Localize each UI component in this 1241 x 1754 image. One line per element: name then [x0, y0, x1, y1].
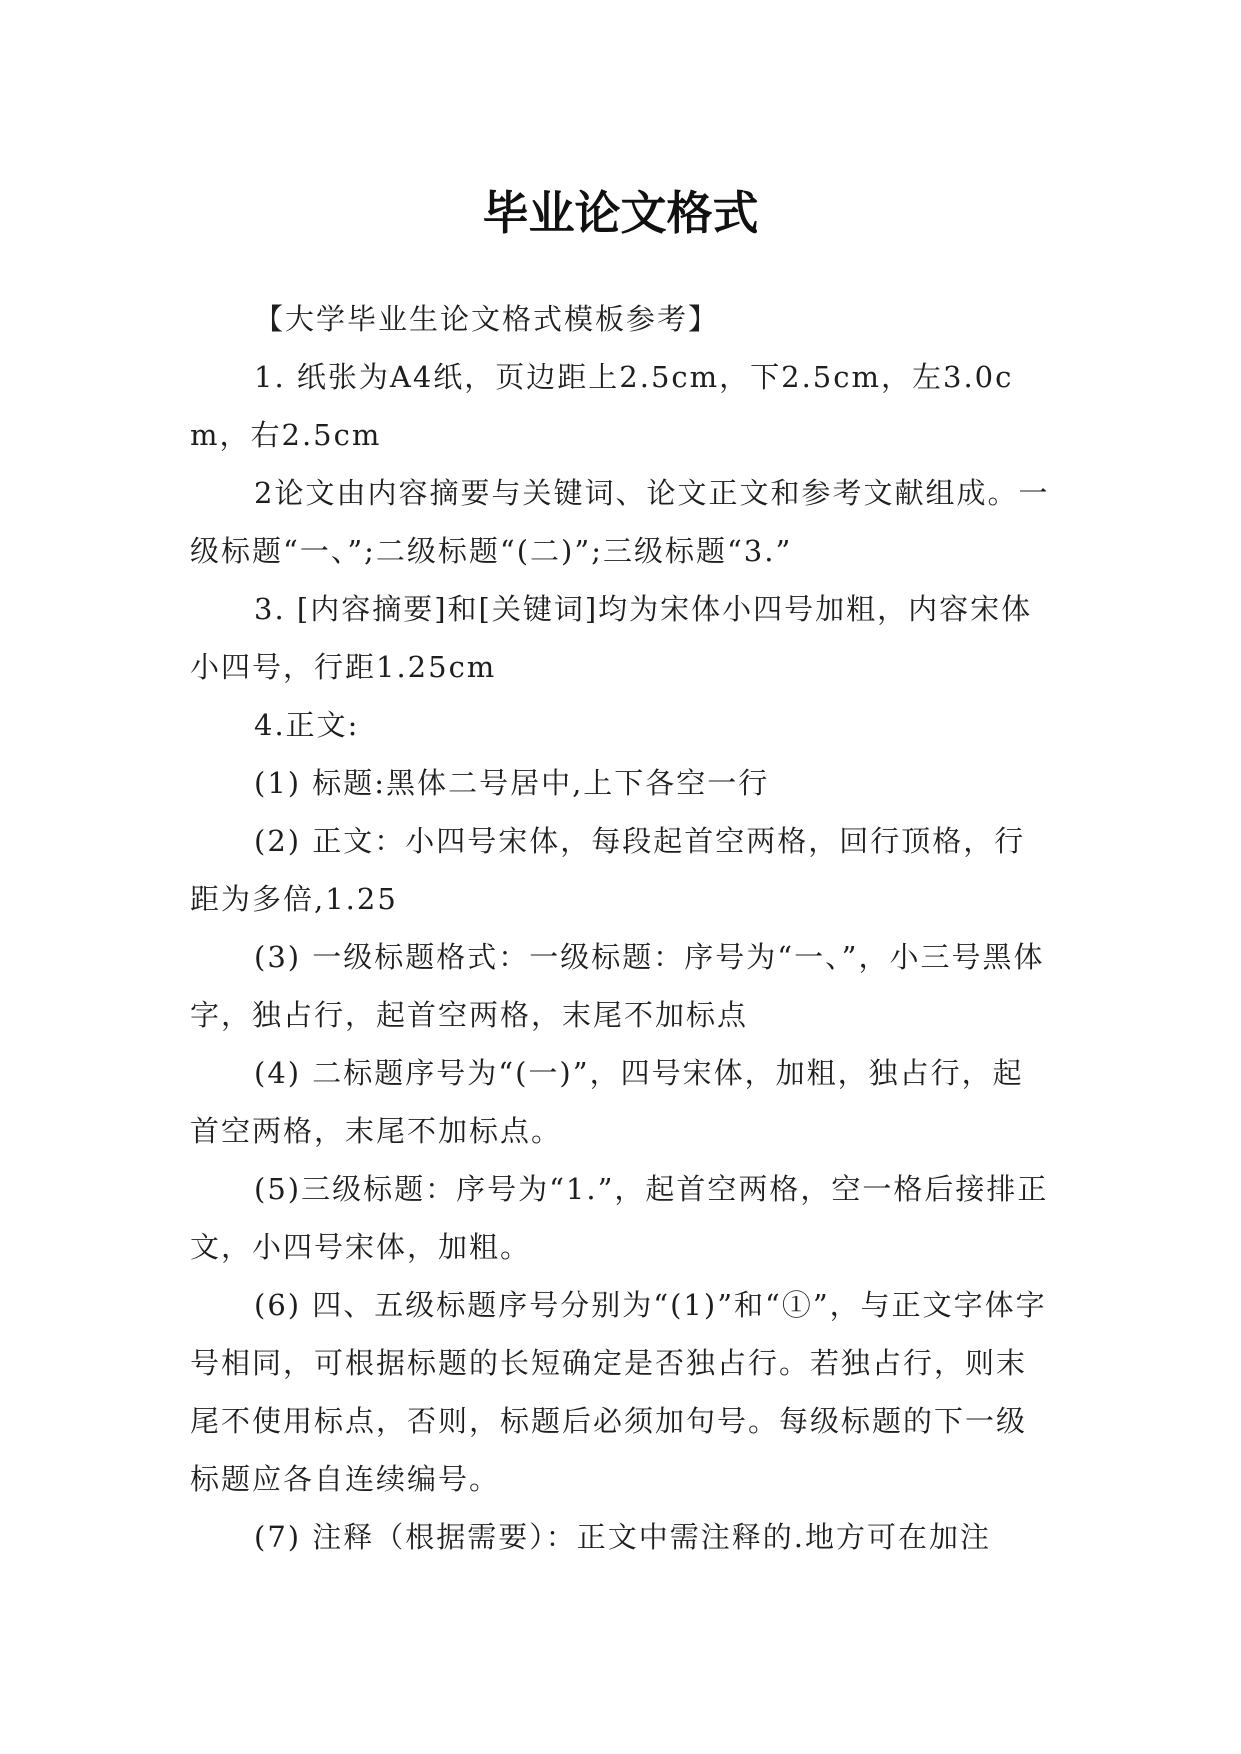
document-body [190, 290, 1050, 1566]
rule-level-two-heading: (4) 二标题序号为“(一)”，四号宋体，加粗，独占行，起首空两格，末尾不加标点。 [190, 1056, 1024, 1148]
rule-thesis-structure: 2论文由内容摘要与关键词、论文正文和参考文献组成。一级标题“一、”;二级标题“(二)”;三级标题“3.” [190, 476, 1050, 568]
rule-notes: (7) 注释（根据需要）：正文中需注释的.地方可在加注 [254, 1520, 992, 1554]
rule-abstract-keywords: 3. [内容摘要]和[关键词]均为宋体小四号加粗，内容宋体小四号，行距1.25cm [190, 592, 1033, 684]
rule-level-one-heading: (3) 一级标题格式：一级标题：序号为“一、”，小三号黑体字，独占行，起首空两格，末尾不加标点 [190, 940, 1045, 1032]
template-heading: 【大学毕业生论文格式模板参考】 [254, 302, 720, 336]
document-title: 毕业论文格式 [482, 185, 759, 240]
rule-paper-size: 1. 纸张为A4纸，页边距上2.5cm，下2.5cm，左3.0cm，右2.5cm [190, 360, 1014, 452]
rule-level-four-five-heading: (6) 四、五级标题序号分别为“(1)”和“①”，与正文字体字号相同，可根据标题的长短确定是否独占行。若独占行，则末尾不使用标点，否则，标题后必须加句号。每级标题的下一级标题应各自连续编号。 [190, 1288, 1047, 1496]
rule-level-three-heading: (5)三级标题：序号为“1.”，起首空两格，空一格后接排正文，小四号宋体，加粗。 [190, 1172, 1049, 1264]
rule-title-format: (1) 标题:黑体二号居中,上下各空一行 [254, 766, 770, 800]
rule-body-text-heading: 4.正文: [254, 708, 360, 742]
rule-body-format: (2) 正文：小四号宋体，每段起首空两格，回行顶格，行距为多倍,1.25 [190, 824, 1026, 916]
